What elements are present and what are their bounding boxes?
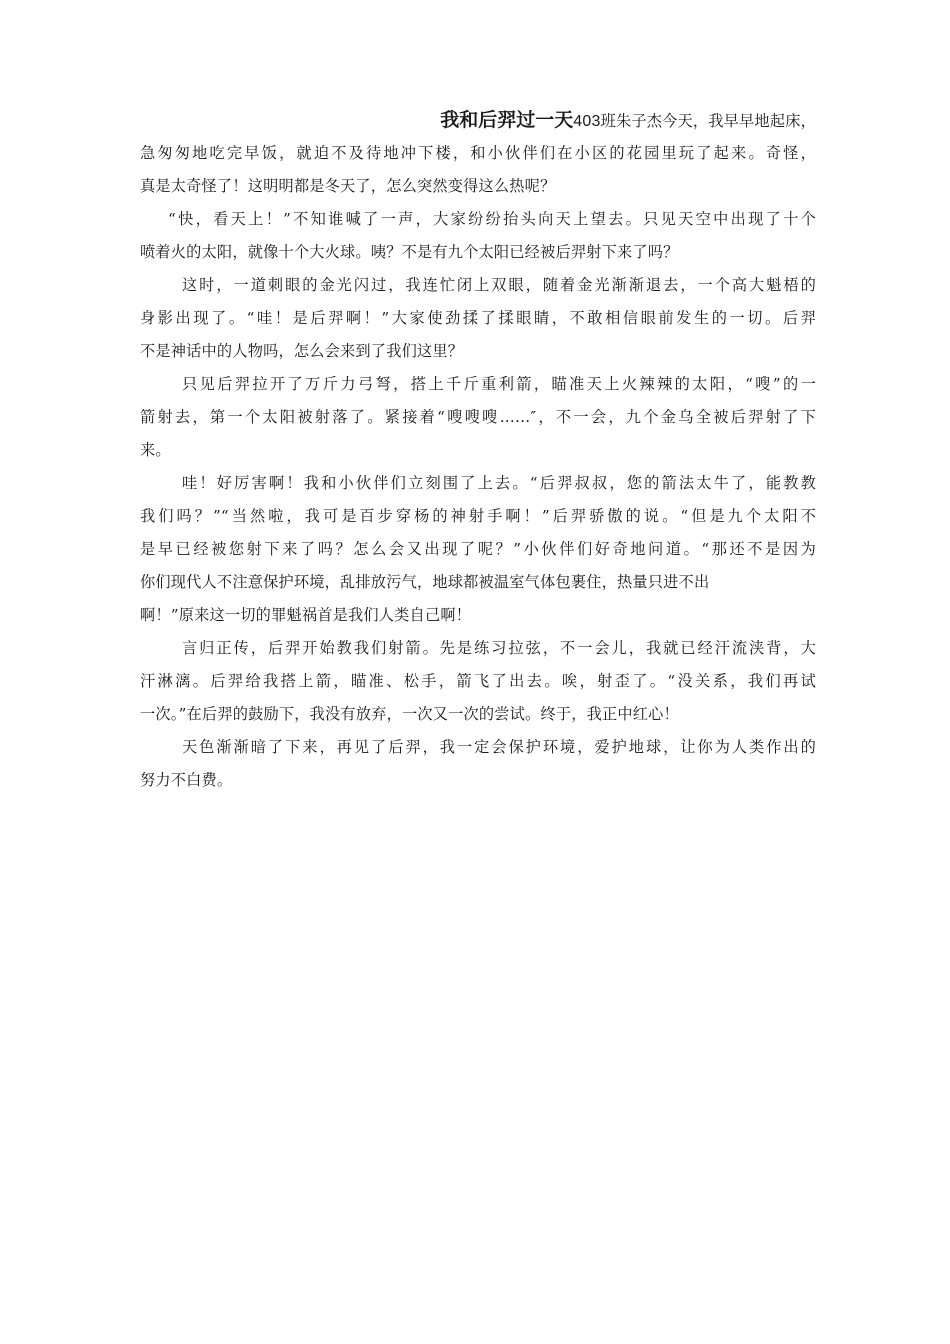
text-line: 天色渐渐暗了下来，再见了后羿，我一定会保护环境，爱护地球，让你为人类作出的 [182,738,816,756]
text-line: 汗淋漓。后羿给我搭上箭，瞄准、松手，箭飞了出去。唉，射歪了。“没关系，我们再试 [140,672,816,690]
text-line: 不是神话中的人物吗，怎么会来到了我们这里？ [140,342,464,360]
text-line: 只见后羿拉开了万斤力弓弩，搭上千斤重利箭，瞄准天上火辣辣的太阳，“嗖”的一 [182,375,816,393]
essay-body [140,104,816,797]
text-line: 一次。”在后羿的鼓励下，我没有放弃，一次又一次的尝试。终于，我正中红心！ [140,705,679,723]
text-line: 这时，一道刺眼的金光闪过，我连忙闭上双眼，随着金光渐渐退去，一个高大魁梧的 [182,276,816,294]
text-line: 我们吗？”“当然啦，我可是百步穿杨的神射手啊！”后羿骄傲的说。“但是九个太阳不 [140,507,816,525]
text-line: 来。 [140,441,171,459]
text-line: 箭射去，第一个太阳被射落了。紧接着“嗖嗖嗖……″，不一会，九个金乌全被后羿射了下 [140,408,816,426]
text-line: 是早已经被您射下来了吗？怎么会又出现了呢？”小伙伴们好奇地问道。“那还不是因为 [140,540,816,558]
text-line: “快，看天上！”不知谁喊了一声，大家纷纷抬头向天上望去。只见天空中出现了十个 [168,210,816,228]
text-line: 哇！好厉害啊！我和小伙伴们立刻围了上去。“后羿叔叔，您的箭法太牛了，能教教 [182,474,816,492]
class-number: 403 [573,113,601,130]
text-line: 班朱子杰今天，我早早地起床， [600,112,816,130]
text-line: 急匆匆地吃完早饭，就迫不及待地冲下楼，和小伙伴们在小区的花园里玩了起来。奇怪， [140,144,816,162]
text-line: 言归正传，后羿开始教我们射箭。先是练习拉弦，不一会儿，我就已经汗流浃背，大 [182,639,816,657]
text-line: 啊！”原来这一切的罪魁祸首是我们人类自己啊！ [140,606,472,624]
text-line: 努力不白费。 [140,771,233,789]
text-line: 你们现代人不注意保护环境，乱排放污气，地球都被温室气体包裹住，热量只进不出 [140,573,710,591]
text-line: 身影出现了。“哇！是后羿啊！”大家使劲揉了揉眼睛，不敢相信眼前发生的一切。后羿 [140,309,816,327]
text-line: 喷着火的太阳，就像十个大火球。咦？不是有九个太阳已经被后羿射下来了吗？ [140,243,679,261]
text-line: 真是太奇怪了！这明明都是冬天了，怎么突然变得这么热呢？ [140,177,556,195]
title-line [140,104,816,137]
essay-title: 我和后羿过一天 [440,109,574,131]
